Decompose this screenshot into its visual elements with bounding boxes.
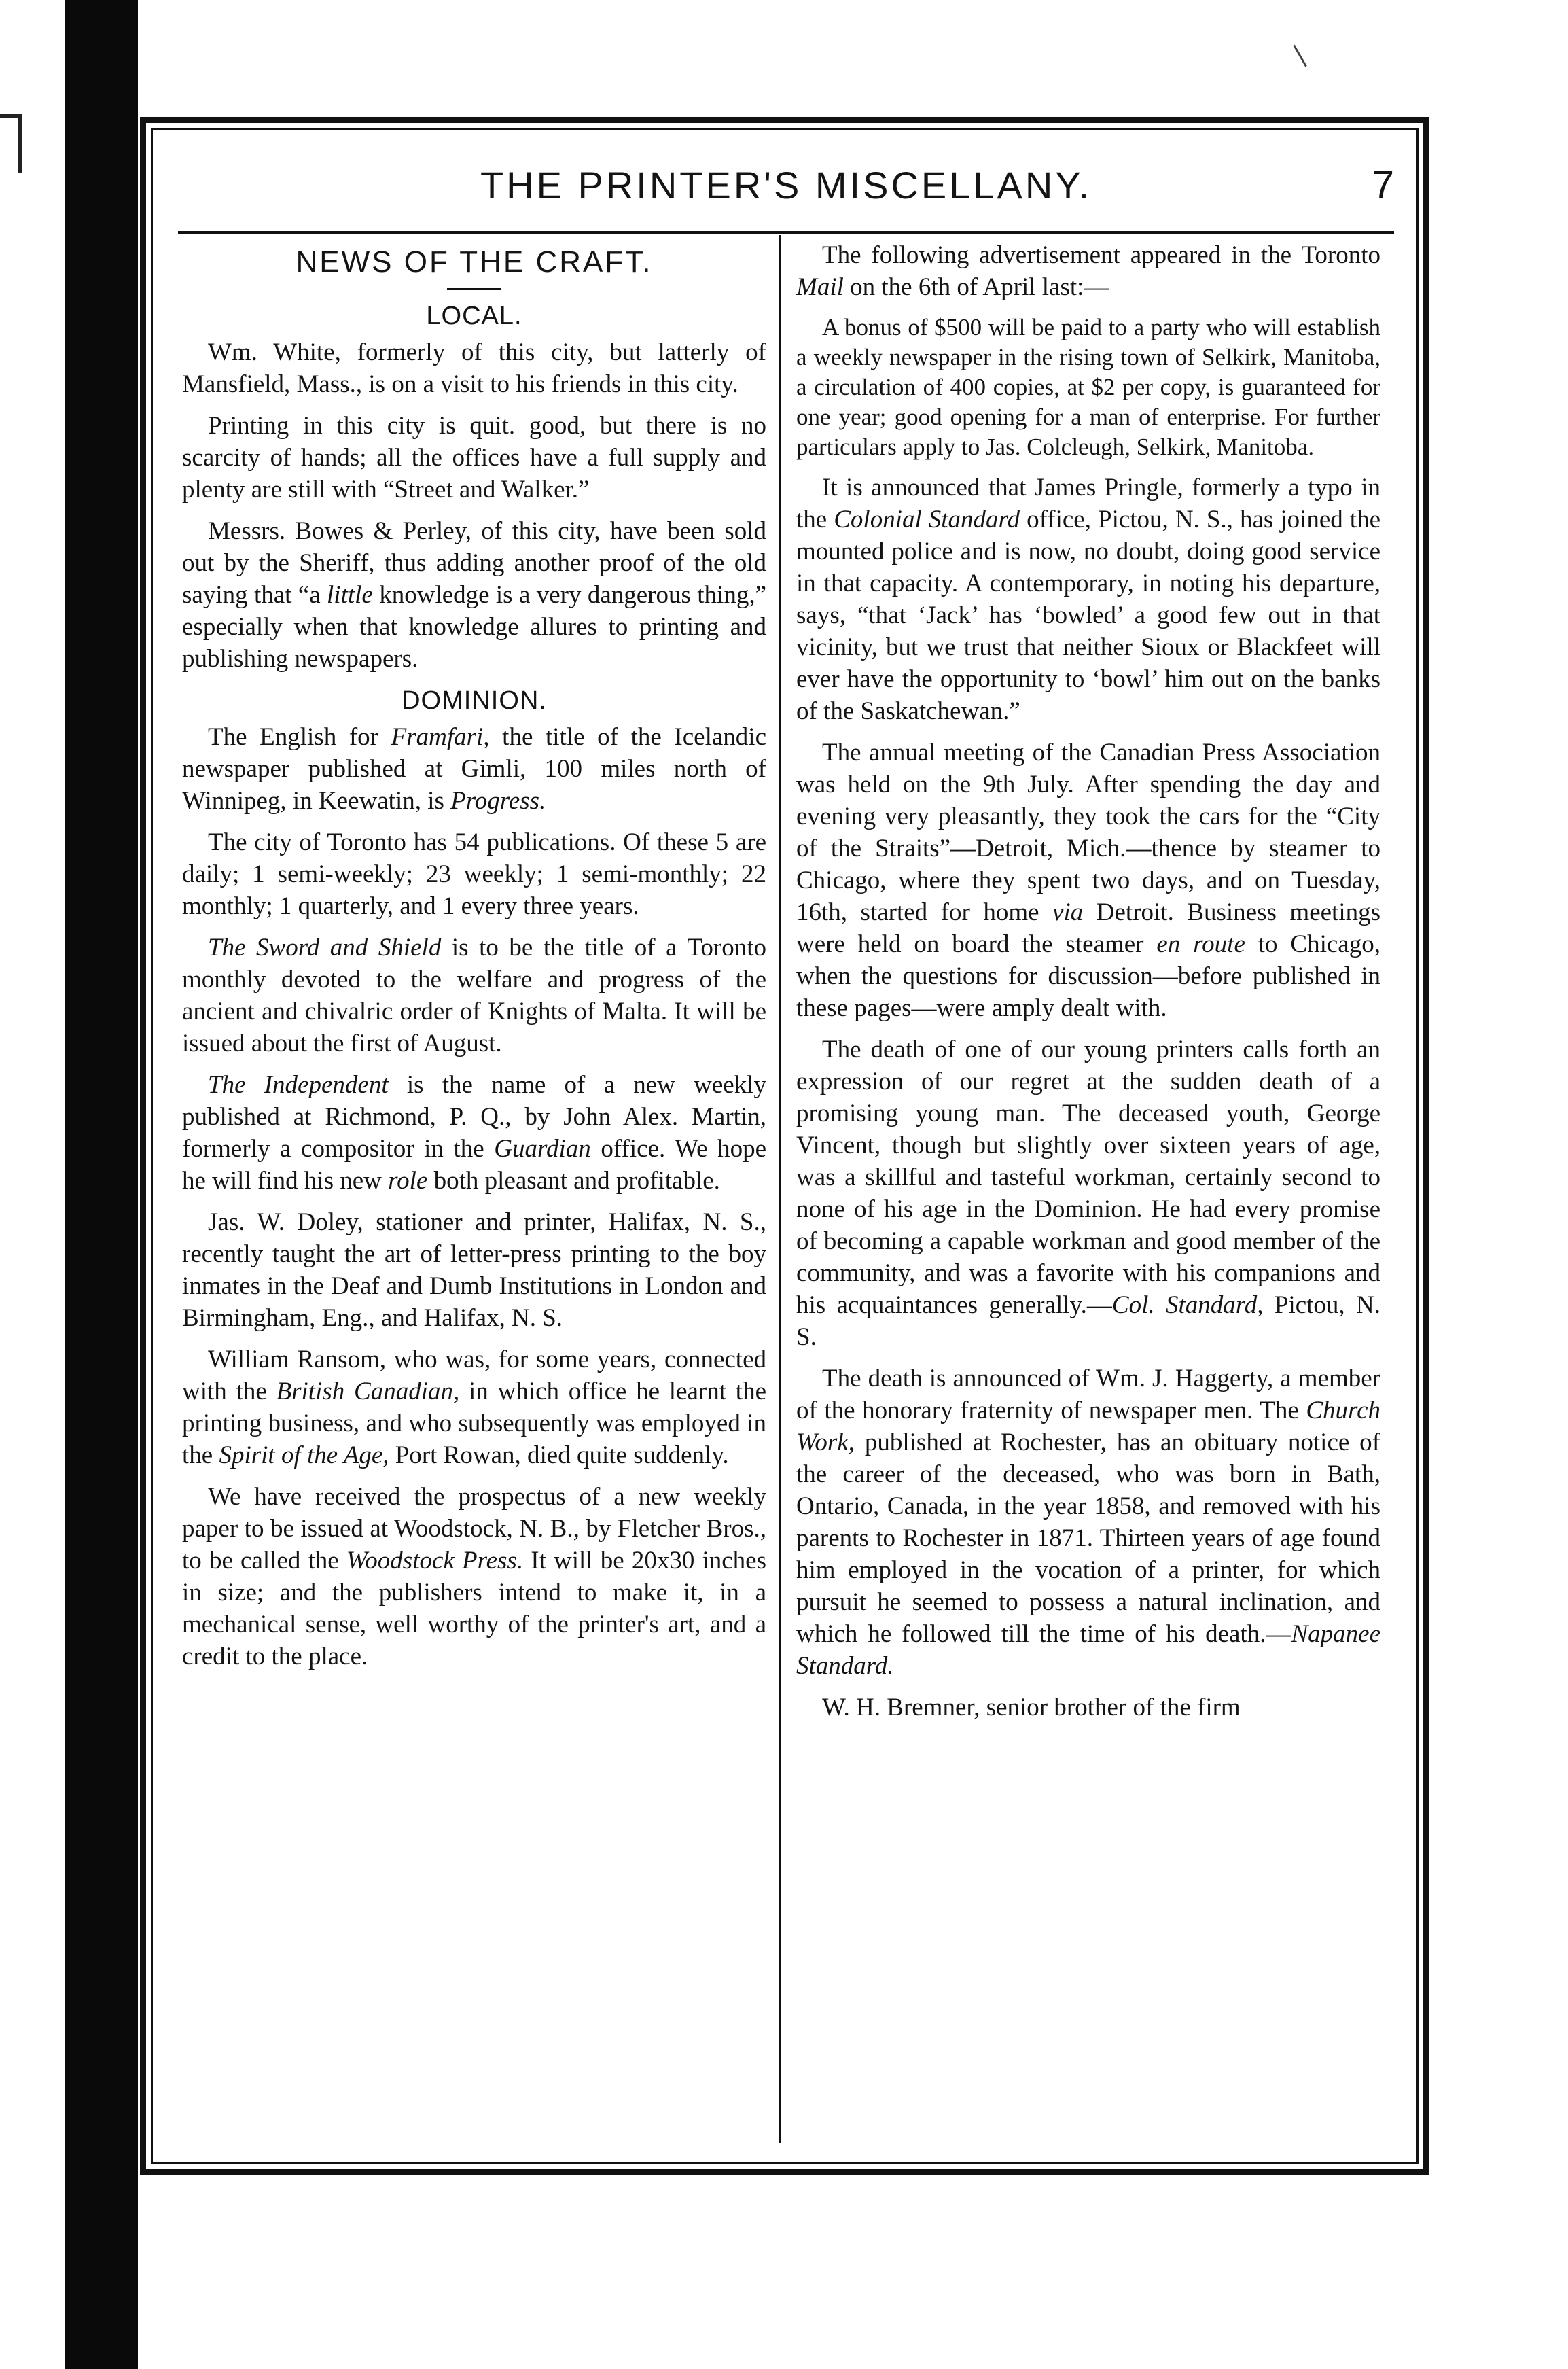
paragraph-advert-quote: A bonus of $500 will be paid to a party who will establish a weekly newspaper in the rising town of Selkirk, Manitoba, a circulation of 400 copies, at $2 per copy, is guaranteed for one year; good opening for a man of enterprise. For further particulars apply to Jas. Colcleugh, Selkirk, Manitoba.	[796, 314, 1380, 460]
text: The death of one of our young printers calls forth an expression of our regret at the sudden death of a promising young man. The deceased youth, George Vincent, though but slightly over sixteen years of age, was a skillful and tasteful workman, certainly second to none of his age in the Dominion. He had every promise of becoming a capable workman and good member of the community, and was a favorite with his companions and his acquaintances generally.—	[796, 1036, 1380, 1319]
running-header	[178, 155, 1394, 216]
text: The annual meeting of the Canadian Press Association was held on the 9th July. After spending the day and evening very pleasantly, they took the cars for the “City of the Straits”—Detroit, Mich.—thence by steamer to Chicago, where they spent two days, and on Tuesday, 16th, started for home	[796, 739, 1380, 926]
text: to Chicago, when the questions for discussion—before published in these pages—were amply dealt with.	[796, 930, 1380, 1022]
text: published at Rochester, has an obituary notice of the career of the deceased, who was born in Bath, Ontario, Canada, in the year 1858, and removed with his parents to Rochester in 1871. Thirteen years of age found him employed in the vocation of a printer, for which pursuit he seemed to possess a natural inclination, and which he followed till the time of his death.—	[796, 1428, 1380, 1648]
italic-text: en route	[1156, 930, 1245, 958]
text: It is announced that James Pringle, formerly a typo in the	[796, 474, 1380, 533]
italic-text: British Canadian,	[276, 1377, 460, 1405]
paragraph-vincent	[796, 1034, 1380, 1353]
subheading-local: LOCAL.	[426, 302, 522, 330]
text: Messrs. Bowes & Perley, of this city, have been sold out by the Sheriff, thus adding another proof of the old saying that “a	[182, 517, 766, 609]
italic-text: role	[388, 1167, 428, 1195]
italic-text: Framfari,	[391, 723, 490, 751]
text: Pictou, N. S.	[796, 1291, 1381, 1351]
text: is the name of a new weekly published at Richmond, P. Q., by John Alex. Martin, formerly a compositor in the	[182, 1071, 766, 1163]
text: Detroit. Business meetings were held on board the steamer	[796, 898, 1380, 958]
paragraph-sword-shield	[182, 932, 766, 1059]
text: It will be 20x30 inches in size; and the publishers intend to make it, in a mechanical sense, well worthy of the printer's art, and a credit to the place.	[182, 1547, 767, 1670]
paragraph-press-association	[796, 737, 1380, 1024]
paragraph-ransom	[182, 1344, 766, 1471]
text: the title of the Icelandic newspaper published at Gimli, 100 miles north of Winnipeg, in Keewatin, is	[182, 723, 766, 815]
italic-text: Colonial Standard	[834, 506, 1020, 533]
italic-text: The Sword and Shield	[208, 934, 442, 962]
italic-text: Progress.	[450, 787, 546, 815]
paragraph-bremner: W. H. Bremner, senior brother of the firm	[822, 1694, 1241, 1721]
italic-text: little	[327, 581, 373, 609]
paragraph-toronto-publications: The city of Toronto has 54 publications. Of these 5 are daily; 1 semi-weekly; 23 weekly; 1 semi-monthly; 22 monthly; 1 quarterly, and 1 every three years.	[182, 828, 766, 920]
italic-text: Mail	[796, 273, 844, 301]
paragraph-printing: Printing in this city is quit. good, but there is no scarcity of hands; all the offices have a full supply and plenty are still with “Street and Walker.”	[182, 412, 766, 504]
italic-text: Napanee Standard.	[796, 1620, 1380, 1680]
italic-text: Guardian	[494, 1135, 591, 1163]
page-mark	[1293, 45, 1307, 67]
text: The English for	[208, 723, 391, 751]
text: office, Pictou, N. S., has joined the mounted police and is now, no doubt, doing good service in that capacity. A contemporary, in noting his departure, says, “that ‘Jack’ has ‘bowled’ a good few out in that vicinity, but we trust that neither Sioux or Blackfeet will ever have the opportunity to ‘bowl’ him out on the banks of the Saskatchewan.”	[796, 506, 1380, 725]
paragraph-advert-intro	[796, 239, 1380, 303]
text: is to be the title of a Toronto monthly devoted to the welfare and progress of the ancient and chivalric order of Knights of Malta. It will be issued about the first of August.	[182, 934, 766, 1057]
paragraph-pringle	[796, 472, 1380, 727]
text: in which office he learnt the printing business, and who subsequently was employed in the	[182, 1377, 767, 1469]
text: The following advertisement appeared in the Toronto	[822, 241, 1380, 269]
subheading-dominion: DOMINION.	[402, 686, 547, 715]
text: William Ransom, who was, for some years, connected with the	[182, 1346, 766, 1405]
book-spine-shadow	[65, 0, 138, 2369]
paragraph-haggerty	[796, 1363, 1380, 1682]
text: Port Rowan, died quite suddenly.	[389, 1441, 729, 1469]
italic-text: Church Work,	[796, 1397, 1380, 1456]
text: on the 6th of April last:—	[843, 273, 1109, 301]
text: both pleasant and profitable.	[427, 1167, 720, 1195]
italic-text: via	[1052, 898, 1084, 926]
paragraph-prospectus	[182, 1481, 766, 1672]
paragraph-bowes	[182, 515, 766, 675]
paragraph-framfari	[182, 721, 766, 817]
paragraph-white: Wm. White, formerly of this city, but latterly of Mansfield, Mass., is on a visit to his friends in this city.	[182, 338, 766, 398]
paragraph-independent	[182, 1069, 766, 1197]
text: knowledge is a very dangerous thing,” especially when that knowledge allures to printing and publishing newspapers.	[182, 581, 766, 673]
text: We have received the prospectus of a new weekly paper to be issued at Woodstock, N. B., by Fletcher Bros., to be called the	[182, 1483, 766, 1575]
section-rule	[447, 288, 501, 290]
italic-text: Woodstock Press.	[346, 1547, 524, 1575]
section-title: NEWS OF THE CRAFT.	[296, 245, 653, 279]
column-rule	[779, 235, 781, 2143]
italic-text: The Independent	[208, 1071, 389, 1099]
italic-text: Col. Standard,	[1111, 1291, 1264, 1319]
journal-title: THE PRINTER'S MISCELLANY.	[480, 164, 1092, 207]
adjacent-page-edge	[0, 114, 22, 173]
right-column	[796, 239, 1380, 1733]
text: office. We hope he will find his new	[182, 1135, 766, 1195]
italic-text: Spirit of the Age,	[219, 1441, 389, 1469]
left-column	[182, 239, 766, 1682]
page-number: 7	[1372, 163, 1394, 207]
text: The death is announced of Wm. J. Haggerty, a member of the honorary fraternity of newspaper men. The	[796, 1365, 1380, 1424]
header-rule	[178, 231, 1394, 234]
paragraph-doley: Jas. W. Doley, stationer and printer, Halifax, N. S., recently taught the art of letter-press printing to the boy inmates in the Deaf and Dumb Institutions in London and Birmingham, Eng., and Halifax, N. S.	[182, 1208, 766, 1332]
